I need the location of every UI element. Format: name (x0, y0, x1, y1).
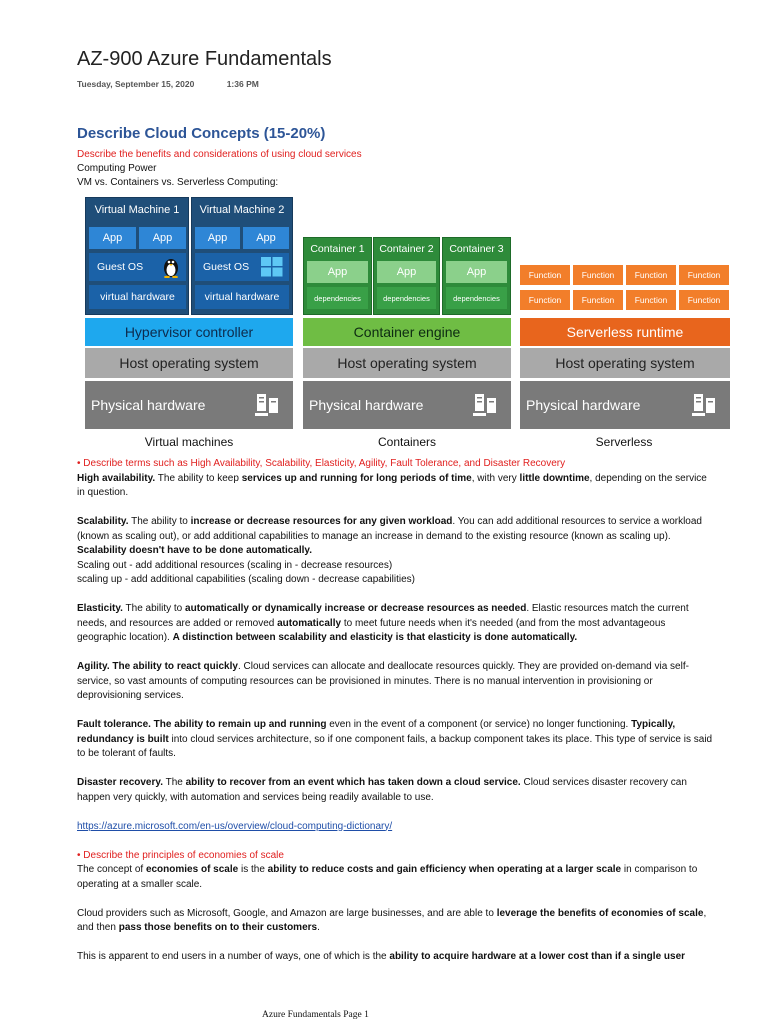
vm2-guest-os-label: Guest OS (203, 261, 250, 273)
label-virtual-machines: Virtual machines (144, 435, 234, 449)
disaster-recovery-paragraph (77, 776, 717, 805)
page-footer: Azure Fundamentals Page 1 (262, 1010, 369, 1020)
el-text: . Elastic resources match the current needs, and resources are added or removed (77, 603, 689, 629)
container3-dependencies: dependencies (446, 287, 507, 309)
ha-bold: services up and running for long periods of time (241, 472, 472, 484)
ft-text: even in the event of a component (or service) no longer functioning. (326, 719, 632, 730)
eco-text: , and then (77, 907, 707, 933)
section-topic: Computing Power (77, 163, 157, 174)
function-1: Function (520, 265, 570, 285)
el-bold: automatically (277, 617, 342, 629)
serverless-physical-hardware-label: Physical hardware (526, 397, 641, 413)
containers-physical-hardware-layer (303, 381, 511, 429)
fault-tolerance-paragraph (77, 718, 717, 762)
serverless-host-os-layer: Host operating system (520, 348, 730, 378)
label-serverless: Serverless (595, 435, 653, 449)
ha-term: High availability. (77, 472, 156, 484)
eco-text: Cloud providers such as Microsoft, Google, and Amazon are large businesses, and are able to (77, 907, 497, 919)
sc-bold: increase or decrease resources for any given workload (190, 516, 453, 527)
vm1-guest-os (89, 253, 186, 281)
container3-app: App (446, 261, 507, 283)
page-date: Tuesday, September 15, 2020 (77, 79, 195, 89)
vm2-guest-os (195, 253, 289, 281)
el-text: The ability to (122, 603, 186, 614)
dr-text: Cloud services disaster recovery can happen very quickly, with automation and services being readily available to use. (77, 777, 687, 803)
ha-bold: little downtime (519, 472, 590, 484)
vm1-virtual-hardware: virtual hardware (89, 285, 186, 309)
server-icon (255, 393, 281, 417)
container3-title: Container 3 (449, 243, 504, 255)
vm2-app-1: App (195, 227, 240, 249)
vm-host-os-layer: Host operating system (85, 348, 293, 378)
eco-text: This is apparent to end users in a number of ways, one of which is the (77, 951, 390, 962)
dr-term: Disaster recovery. (77, 777, 163, 788)
container2-title: Container 2 (379, 243, 434, 255)
function-3: Function (626, 265, 676, 285)
container2-app: App (377, 261, 436, 283)
notes-body (77, 457, 717, 979)
ag-bold: The ability to react quickly (109, 661, 238, 672)
eco-bold: economies of scale (145, 864, 239, 875)
ha-text: , with very (471, 472, 520, 484)
eco-bold: pass those benefits on to their customers (118, 922, 318, 933)
eco-bold: ability to reduce costs and gain efficiency when operating at a larger scale (267, 864, 622, 875)
sc-text: The ability to (128, 516, 191, 527)
container1-dependencies: dependencies (307, 287, 368, 309)
scalability-paragraph (77, 515, 717, 559)
page-meta (77, 79, 289, 89)
server-icon (473, 393, 499, 417)
windows-logo-icon (261, 257, 283, 277)
el-text: to meet future needs when it's needed (and from the most advantageous geographic location). (77, 617, 666, 643)
eco-text: . (317, 922, 320, 933)
container2-dependencies: dependencies (377, 287, 436, 309)
section-title: Describe Cloud Concepts (15-20%) (77, 125, 326, 142)
sc-bold: Scalability doesn't have to be done automatically. (77, 545, 313, 556)
vm1-title: Virtual Machine 1 (94, 204, 180, 216)
scaling-out-line: Scaling out - add additional resources (scaling in - decrease resources) (77, 559, 393, 571)
vm2-app-2: App (243, 227, 289, 249)
section-objective: Describe the benefits and considerations of using cloud services (77, 149, 362, 160)
high-availability-paragraph (77, 472, 717, 501)
ft-text: into cloud services architecture, so if one component fails, a backup component takes its place. This type of service is said to be tolerant of faults. (77, 733, 713, 759)
terms-heading: • Describe terms such as High Availability, Scalability, Elasticity, Agility, Fault Tolerance, and Disaster Recovery (77, 458, 566, 469)
function-2: Function (573, 265, 623, 285)
cloud-dictionary-link[interactable]: https://azure.microsoft.com/en-us/overview/cloud-computing-dictionary/ (77, 820, 393, 832)
serverless-physical-hardware-layer (520, 381, 730, 429)
sc-text: . You can add additional resources to service a workload (known as scaling out), or add additional capabilities to manage an increase in demand to the existing resource (known as scaling up). (77, 516, 702, 542)
link-paragraph (77, 820, 717, 835)
container-engine-layer: Container engine (303, 318, 511, 346)
vm2-title: Virtual Machine 2 (199, 204, 285, 216)
linux-tux-icon (162, 256, 180, 278)
eco-text: in comparison to operating at a smaller scale. (77, 864, 698, 890)
section-subtitle: VM vs. Containers vs. Serverless Computing: (77, 177, 279, 188)
ft-bold: Typically, redundancy is built (77, 719, 676, 745)
sc-term: Scalability. (77, 516, 129, 527)
container1-title: Container 1 (310, 243, 365, 255)
label-containers: Containers (377, 435, 437, 449)
containers-host-os-layer: Host operating system (303, 348, 511, 378)
vm1-app-2: App (139, 227, 186, 249)
page-title: AZ-900 Azure Fundamentals (77, 48, 332, 70)
agility-paragraph (77, 660, 717, 704)
hypervisor-layer: Hypervisor controller (85, 318, 293, 346)
vm1-app-1: App (89, 227, 136, 249)
page-time: 1:36 PM (226, 79, 259, 89)
container1-app: App (307, 261, 368, 283)
economies-paragraph-3 (77, 950, 717, 965)
ft-term: Fault tolerance. (77, 719, 151, 730)
ag-term: Agility. (77, 661, 110, 672)
ag-text: . Cloud services can allocate and deallocate resources quickly. They are provided on-demand via self-service, so vast amounts of computing resources can be provisioned in minutes. There is no manual intervention in provisioning or deprovisioning services. (77, 661, 689, 701)
serverless-runtime-layer: Serverless runtime (520, 318, 730, 346)
function-4: Function (679, 265, 729, 285)
economies-heading: • Describe the principles of economies of scale (77, 849, 284, 861)
dr-bold: ability to recover from an event which has taken down a cloud service. (185, 777, 521, 788)
vm2-virtual-hardware: virtual hardware (195, 285, 289, 309)
function-5: Function (520, 290, 570, 310)
containers-physical-hardware-label: Physical hardware (309, 397, 424, 413)
eco-text: The concept of (77, 864, 146, 875)
vm1-guest-os-label: Guest OS (97, 261, 144, 273)
eco-bold: ability to acquire hardware at a lower cost than if a single user (389, 951, 686, 962)
dr-text: The (162, 777, 186, 788)
compute-comparison-diagram (85, 197, 735, 457)
economies-paragraph-1 (77, 863, 717, 892)
economies-paragraph-2 (77, 907, 717, 936)
vm-physical-hardware-layer (85, 381, 293, 429)
vm-physical-hardware-label: Physical hardware (91, 397, 206, 413)
eco-bold: leverage the benefits of economies of scale (496, 907, 704, 919)
elasticity-paragraph (77, 602, 717, 646)
el-bold: automatically or dynamically increase or decrease resources as needed (185, 603, 527, 614)
eco-text: is the (238, 864, 268, 875)
el-term: Elasticity. (77, 603, 123, 614)
ha-text: The ability to keep (155, 472, 242, 484)
ha-text: , depending on the service in question. (77, 472, 707, 498)
function-6: Function (573, 290, 623, 310)
el-bold: A distinction between scalability and elasticity is that elasticity is done automatically. (172, 632, 578, 643)
ft-bold: The ability to remain up and running (150, 719, 327, 730)
function-8: Function (679, 290, 729, 310)
section-intro (77, 148, 362, 190)
server-icon (692, 393, 718, 417)
function-7: Function (626, 290, 676, 310)
scaling-up-line: scaling up - add additional capabilities (scaling down - decrease capabilities) (77, 574, 415, 585)
